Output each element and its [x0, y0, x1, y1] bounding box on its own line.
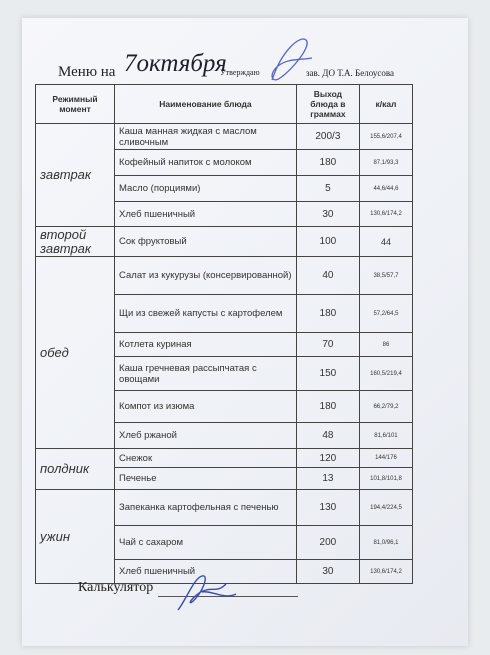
dish-cell: Щи из свежей капусты с картофелем	[115, 295, 297, 333]
dish-cell: Чай с сахаром	[115, 526, 297, 560]
kcal-cell: 81,6/101	[359, 423, 412, 449]
output-cell: 120	[296, 449, 359, 468]
output-cell: 200/3	[296, 124, 359, 150]
dish-cell: Каша гречневая рассыпчатая с овощами	[115, 357, 297, 391]
kcal-cell: 44,6/44,6	[359, 176, 412, 202]
dish-cell: Салат из кукурузы (консервированной)	[115, 257, 297, 295]
output-cell: 150	[296, 357, 359, 391]
dish-cell: Сок фруктовый	[115, 227, 297, 257]
kcal-cell: 155,6/207,4	[359, 124, 412, 150]
output-cell: 100	[296, 227, 359, 257]
output-cell: 30	[296, 560, 359, 584]
kcal-cell: 57,2/64,5	[359, 295, 412, 333]
kcal-cell: 130,6/174,2	[359, 202, 412, 227]
column-header-dish: Наименование блюда	[115, 85, 297, 124]
menu-label: Меню на	[58, 64, 116, 80]
moment-cell: завтрак	[36, 124, 115, 227]
moment-cell: ужин	[36, 490, 115, 584]
kcal-cell: 81,0/96,1	[359, 526, 412, 560]
kcal-cell: 38,5/57,7	[359, 257, 412, 295]
dish-cell: Хлеб пшеничный	[115, 560, 297, 584]
dish-cell: Снежок	[115, 449, 297, 468]
kcal-cell: 144/176	[359, 449, 412, 468]
output-cell: 40	[296, 257, 359, 295]
output-cell: 48	[296, 423, 359, 449]
menu-table	[35, 84, 413, 584]
output-cell: 180	[296, 295, 359, 333]
output-cell: 13	[296, 468, 359, 490]
output-cell: 200	[296, 526, 359, 560]
column-header-moment: Режимный момент	[36, 85, 115, 124]
output-cell: 30	[296, 202, 359, 227]
approve-label: Утверждаю	[220, 68, 260, 77]
moment-cell: обед	[36, 257, 115, 449]
dish-cell: Хлеб пшеничный	[115, 202, 297, 227]
menu-date: 7октября	[124, 50, 227, 77]
dish-cell: Хлеб ржаной	[115, 423, 297, 449]
dish-cell: Каша манная жидкая с маслом сливочным	[115, 124, 297, 150]
kcal-cell: 101,8/101,8	[359, 468, 412, 490]
kcal-cell: 44	[359, 227, 412, 257]
menu-header	[58, 52, 438, 82]
table-row	[36, 227, 413, 257]
kcal-cell: 86	[359, 333, 412, 357]
table-header-row	[36, 85, 413, 124]
dish-cell: Печенье	[115, 468, 297, 490]
column-header-kcal: к/кал	[359, 85, 412, 124]
dish-cell: Компот из изюма	[115, 391, 297, 423]
output-cell: 180	[296, 391, 359, 423]
dish-cell: Котлета куриная	[115, 333, 297, 357]
output-cell: 130	[296, 490, 359, 526]
output-cell: 180	[296, 150, 359, 176]
calculator-label: Калькулятор	[78, 580, 154, 595]
table-row	[36, 490, 413, 526]
dish-cell: Запеканка картофельная с печенью	[115, 490, 297, 526]
table-row	[36, 257, 413, 295]
dish-cell: Масло (порциями)	[115, 176, 297, 202]
moment-cell: полдник	[36, 449, 115, 490]
moment-cell: второй завтрак	[36, 227, 115, 257]
dish-cell: Кофейный напиток с молоком	[115, 150, 297, 176]
signature-bottom-icon	[172, 570, 242, 614]
column-header-output: Выход блюда в граммах	[296, 85, 359, 124]
head-name: зав. ДО Т.А. Белоусова	[306, 68, 394, 78]
output-cell: 5	[296, 176, 359, 202]
kcal-cell: 160,5/219,4	[359, 357, 412, 391]
kcal-cell: 194,4/224,5	[359, 490, 412, 526]
table-row	[36, 449, 413, 468]
table-row	[36, 124, 413, 150]
kcal-cell: 87,1/93,3	[359, 150, 412, 176]
kcal-cell: 130,6/174,2	[359, 560, 412, 584]
signature-top-icon	[262, 30, 322, 90]
output-cell: 70	[296, 333, 359, 357]
kcal-cell: 66,2/79,2	[359, 391, 412, 423]
